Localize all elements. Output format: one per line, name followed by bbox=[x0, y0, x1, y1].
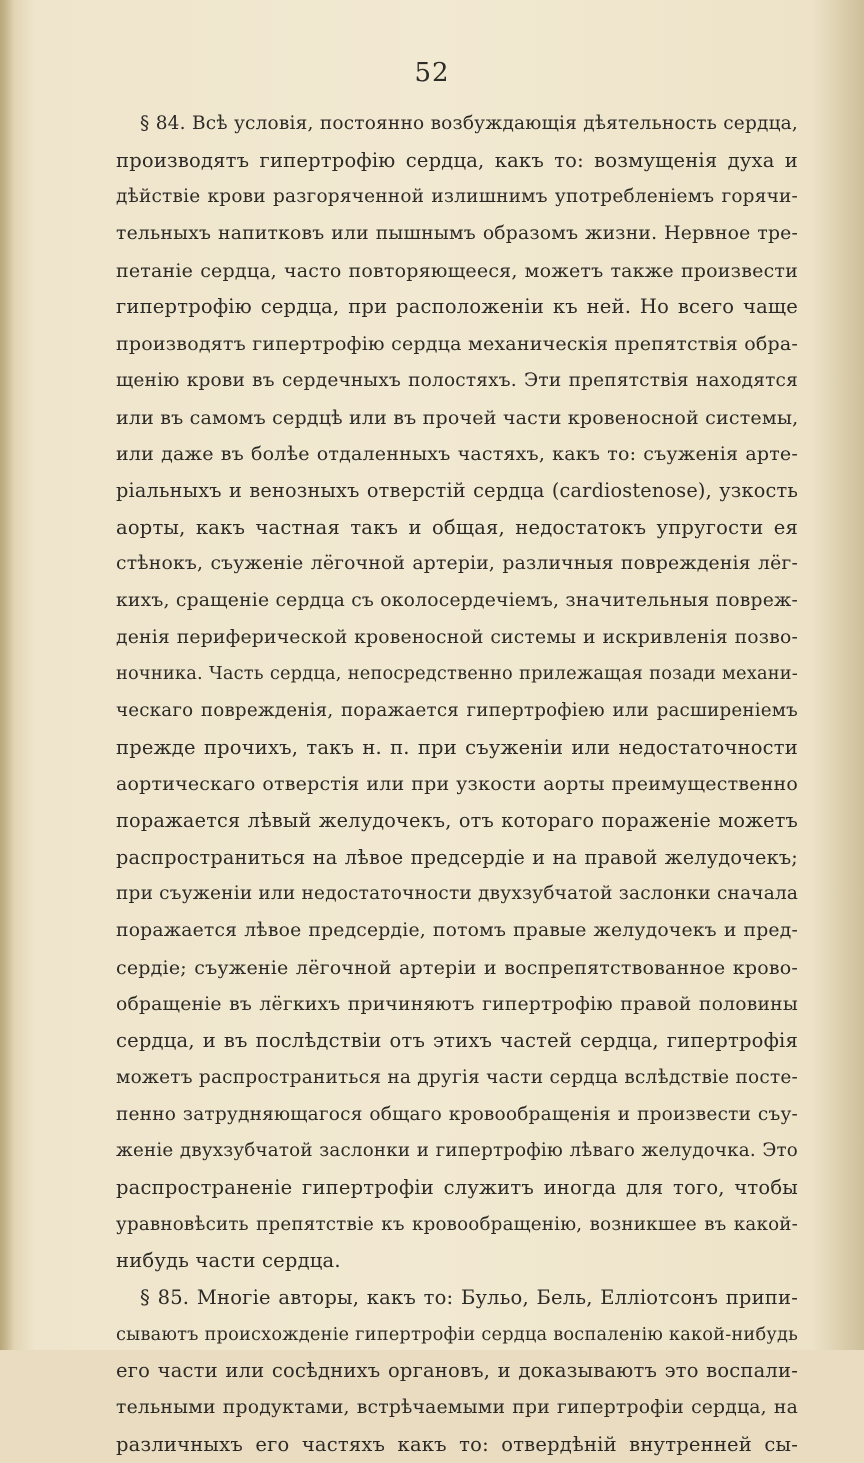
text-line: сердіе; съуженіе лёгочной артеріи и воспрепятствованное крово- bbox=[116, 956, 798, 979]
text-line: уравновѣсить препятствіе къ кровообращенію, возникшее въ какой- bbox=[116, 1213, 798, 1235]
text-line: тельныхъ напитковъ или пышнымъ образомъ жизни. Нервное тре- bbox=[116, 223, 798, 245]
text-line: или въ самомъ сердцѣ или въ прочей части кровеносной системы, bbox=[116, 406, 799, 429]
text-line: поражается лѣвый желудочекъ, отъ котораго пораженіе можетъ bbox=[116, 809, 798, 833]
text-line: можетъ распространиться на другія части сердца вслѣдствіе посте- bbox=[116, 1066, 798, 1088]
text-line: пенно затрудняющагося общаго кровообращенія и произвести съу- bbox=[116, 1103, 798, 1125]
text-line: аорты, какъ частная такъ и общая, недостатокъ упругости ея bbox=[116, 515, 798, 539]
text-line: распространеніе гипертрофіи служитъ иногда для того, чтобы bbox=[116, 1175, 798, 1199]
text-line: ческаго поврежденія, поражается гипертрофіею или расширеніемъ bbox=[116, 700, 798, 721]
page-number: 52 bbox=[414, 58, 450, 88]
text-line: петаніе сердца, часто повторяющееся, можетъ также произвести bbox=[116, 259, 798, 282]
text-line: аортическаго отверстія или при узкости аорты преимущественно bbox=[116, 773, 798, 796]
text-line: производятъ гипертрофію сердца, какъ то: возмущенія духа и bbox=[116, 148, 798, 172]
text-line: гипертрофію сердца, при расположеніи къ ней. Но всего чаще bbox=[116, 295, 798, 319]
text-line: ночника. Часть сердца, непосредственно прилежащая позади механи- bbox=[116, 664, 798, 685]
text-line: его части или сосѣднихъ органовъ, и доказываютъ это воспали- bbox=[116, 1359, 798, 1383]
text-line: распространиться на лѣвое предсердіе и на правой желудочекъ; bbox=[116, 845, 798, 869]
text-line: женіе двухзубчатой заслонки и гипертрофію лѣваго желудочка. Это bbox=[116, 1140, 798, 1162]
text-line: стѣнокъ, съуженіе лёгочной артеріи, различныя поврежденія лёг- bbox=[116, 553, 798, 575]
text-line: сердца, и въ послѣдствіи отъ этихъ частей сердца, гипертрофія bbox=[116, 1029, 798, 1053]
text-line: сываютъ происхожденіе гипертрофіи сердца воспаленію какой-нибудь bbox=[116, 1324, 798, 1345]
text-line: производятъ гипертрофію сердца механическія препятствія обра- bbox=[116, 333, 798, 356]
text-line: поражается лѣвое предсердіе, потомъ правые желудочекъ и пред- bbox=[116, 920, 798, 942]
text-line: различныхъ его частяхъ какъ то: отвердѣній внутренней сы- bbox=[116, 1432, 798, 1456]
text-line: прежде прочихъ, такъ н. п. при съуженіи или недостаточности bbox=[116, 735, 798, 759]
body-text bbox=[116, 106, 798, 1463]
text-line: тельными продуктами, встрѣчаемыми при гипертрофіи сердца, на bbox=[116, 1397, 798, 1419]
text-line: кихъ, сращеніе сердца съ околосердечіемъ, значительныя повреж- bbox=[116, 589, 798, 611]
text-line: щенію крови въ сердечныхъ полостяхъ. Эти препятствія находятся bbox=[116, 369, 798, 391]
text-line: денія периферической кровеносной системы и искривленія позво- bbox=[116, 626, 798, 648]
text-line: ріальныхъ и венозныхъ отверстій сердца (cardiostenose), узкость bbox=[116, 478, 798, 502]
text-line: дѣйствіе крови разгоряченной излишнимъ употребленіемъ горячи- bbox=[116, 186, 798, 208]
paragraph-84-start: § 84. Всѣ условія, постоянно возбуждающія дѣятельность сердца, bbox=[140, 113, 798, 134]
text-line: или даже въ болѣе отдаленныхъ частяхъ, какъ то: съуженія арте- bbox=[116, 443, 798, 466]
text-line: обращеніе въ лёгкихъ причиняютъ гипертрофію правой половины bbox=[116, 993, 798, 1015]
paragraph-84-end: нибудь части сердца. bbox=[116, 1249, 341, 1273]
text-line: при съуженіи или недостаточности двухзубчатой заслонки сначала bbox=[116, 883, 799, 905]
paragraph-85-start: § 85. Многіе авторы, какъ то: Бульо, Бель, Еллiотсонъ припи- bbox=[140, 1286, 798, 1309]
